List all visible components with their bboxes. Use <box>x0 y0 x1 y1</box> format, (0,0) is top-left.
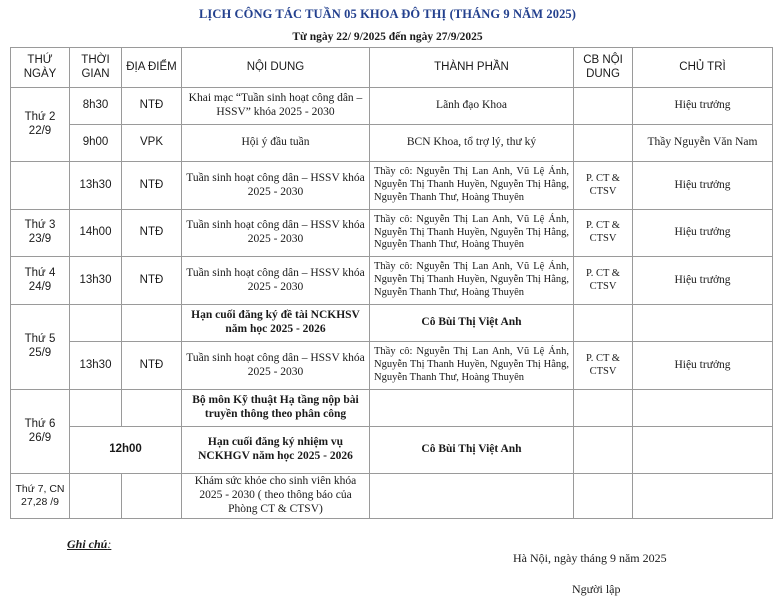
day-cell: Thứ 6 26/9 <box>11 390 70 474</box>
table-row <box>11 88 773 125</box>
chair-cell <box>633 305 773 342</box>
day-cell: Thứ 7, CN 27,28 /9 <box>11 474 70 519</box>
table-row <box>11 305 773 342</box>
note-label-text: Ghi chú <box>67 537 108 551</box>
chair-cell-empty <box>633 427 773 474</box>
time-cell: 13h30 <box>70 342 122 390</box>
time-cell: 9h00 <box>70 125 122 162</box>
place-cell: NTĐ <box>122 88 182 125</box>
day-cell: Thứ 3 23/9 <box>11 210 70 257</box>
officer-cell: P. CT & CTSV <box>574 257 633 305</box>
page-title: LỊCH CÔNG TÁC TUẦN 05 KHOA ĐÔ THỊ (THÁNG 9 NĂM 2025) <box>198 7 577 21</box>
header-place: ĐỊA ĐIỂM <box>122 48 182 88</box>
members-cell: Cô Bùi Thị Việt Anh <box>370 427 574 474</box>
header-content: NỘI DUNG <box>182 48 370 88</box>
time-cell: 13h30 <box>70 162 122 210</box>
place-cell <box>122 390 182 427</box>
officer-cell <box>574 390 633 427</box>
chair-cell <box>633 390 773 427</box>
content-cell: Hạn cuối đăng ký nhiệm vụ NCKHGV năm học 2025 - 2026 <box>182 427 370 474</box>
members-cell <box>370 390 574 427</box>
officer-cell-empty <box>574 427 633 474</box>
header-chair: CHỦ TRÌ <box>633 48 773 88</box>
chair-cell: Hiệu trưởng <box>633 342 773 390</box>
content-cell: Tuần sinh hoạt công dân – HSSV khóa 2025 - 2030 <box>182 210 370 257</box>
table-row <box>11 342 773 390</box>
time-cell: 8h30 <box>70 88 122 125</box>
day-cell-empty <box>11 162 70 210</box>
content-cell: Khai mạc “Tuần sinh hoạt công dân – HSSV” khóa 2025 - 2030 <box>182 88 370 125</box>
table-row <box>11 390 773 427</box>
members-cell: Cô Bùi Thị Việt Anh <box>370 305 574 342</box>
content-cell: Khám sức khỏe cho sinh viên khóa 2025 - 2030 ( theo thông báo của Phòng CT & CTSV) <box>182 474 370 519</box>
table-row <box>11 257 773 305</box>
header-day: THỨ NGÀY <box>11 48 70 88</box>
place-cell: NTĐ <box>122 210 182 257</box>
table-row <box>11 427 773 474</box>
date-range: Từ ngày 22/ 9/2025 đến ngày 27/9/2025 <box>292 31 483 43</box>
chair-cell: Hiệu trưởng <box>633 210 773 257</box>
members-cell: Thầy cô: Nguyễn Thị Lan Anh, Vũ Lệ Ánh, Nguyễn Thị Thanh Huyền, Nguyễn Thị Hằng, Nguyễn Thanh Thư, Hoàng Thuyên <box>370 342 574 390</box>
place-cell-empty <box>122 474 182 519</box>
header-row <box>11 48 773 88</box>
members-cell: Thầy cô: Nguyễn Thị Lan Anh, Vũ Lệ Ánh, Nguyễn Thị Thanh Huyền, Nguyễn Thị Hằng, Nguyễn Thanh Thư, Hoàng Thuyên <box>370 210 574 257</box>
officer-cell <box>574 88 633 125</box>
place-cell: NTĐ <box>122 342 182 390</box>
officer-cell: P. CT & CTSV <box>574 342 633 390</box>
chair-cell: Hiệu trưởng <box>633 88 773 125</box>
officer-cell: P. CT & CTSV <box>574 162 633 210</box>
table-row <box>11 474 773 519</box>
content-cell: Tuần sinh hoạt công dân – HSSV khóa 2025 - 2030 <box>182 162 370 210</box>
signer-label: Người lập <box>572 582 621 596</box>
table-row <box>11 162 773 210</box>
time-cell: 14h00 <box>70 210 122 257</box>
day-cell: Thứ 2 22/9 <box>11 88 70 162</box>
content-cell: Tuần sinh hoạt công dân – HSSV khóa 2025 - 2030 <box>182 257 370 305</box>
members-cell-empty <box>370 474 574 519</box>
content-cell: Hạn cuối đăng ký đề tài NCKHSV năm học 2025 - 2026 <box>182 305 370 342</box>
chair-cell: Hiệu trưởng <box>633 257 773 305</box>
officer-cell <box>574 125 633 162</box>
place-cell <box>122 305 182 342</box>
time-cell: 12h00 <box>70 427 182 474</box>
table-row <box>11 210 773 257</box>
place-cell: NTĐ <box>122 162 182 210</box>
day-cell: Thứ 5 25/9 <box>11 305 70 390</box>
chair-cell: Thầy Nguyễn Văn Nam <box>633 125 773 162</box>
content-cell: Tuần sinh hoạt công dân – HSSV khóa 2025 - 2030 <box>182 342 370 390</box>
members-cell: Thầy cô: Nguyễn Thị Lan Anh, Vũ Lệ Ánh, Nguyễn Thị Thanh Huyền, Nguyễn Thị Hằng, Nguyễn Thanh Thư, Hoàng Thuyên <box>370 257 574 305</box>
content-cell: Hội ý đầu tuần <box>182 125 370 162</box>
time-cell <box>70 305 122 342</box>
note-colon: : <box>107 537 112 551</box>
table-row <box>11 125 773 162</box>
content-cell: Bộ môn Kỹ thuật Hạ tầng nộp bài truyền thông theo phân công <box>182 390 370 427</box>
time-cell: 13h30 <box>70 257 122 305</box>
place-date: Hà Nội, ngày tháng 9 năm 2025 <box>513 551 667 565</box>
members-cell: Thầy cô: Nguyễn Thị Lan Anh, Vũ Lệ Ánh, Nguyễn Thị Thanh Huyền, Nguyễn Thị Hằng, Nguyễn Thanh Thư, Hoàng Thuyên <box>370 162 574 210</box>
header-officer: CB NỘI DUNG <box>574 48 633 88</box>
officer-cell <box>574 305 633 342</box>
officer-cell-empty <box>574 474 633 519</box>
place-cell: VPK <box>122 125 182 162</box>
header-time: THỜI GIAN <box>70 48 122 88</box>
time-cell-empty <box>70 474 122 519</box>
schedule-table <box>10 47 773 519</box>
day-cell: Thứ 4 24/9 <box>11 257 70 305</box>
members-cell: BCN Khoa, tổ trợ lý, thư ký <box>370 125 574 162</box>
members-cell: Lãnh đạo Khoa <box>370 88 574 125</box>
chair-cell: Hiệu trưởng <box>633 162 773 210</box>
header-members: THÀNH PHẦN <box>370 48 574 88</box>
chair-cell-empty <box>633 474 773 519</box>
officer-cell: P. CT & CTSV <box>574 210 633 257</box>
note-label <box>67 537 111 552</box>
place-cell: NTĐ <box>122 257 182 305</box>
time-cell <box>70 390 122 427</box>
